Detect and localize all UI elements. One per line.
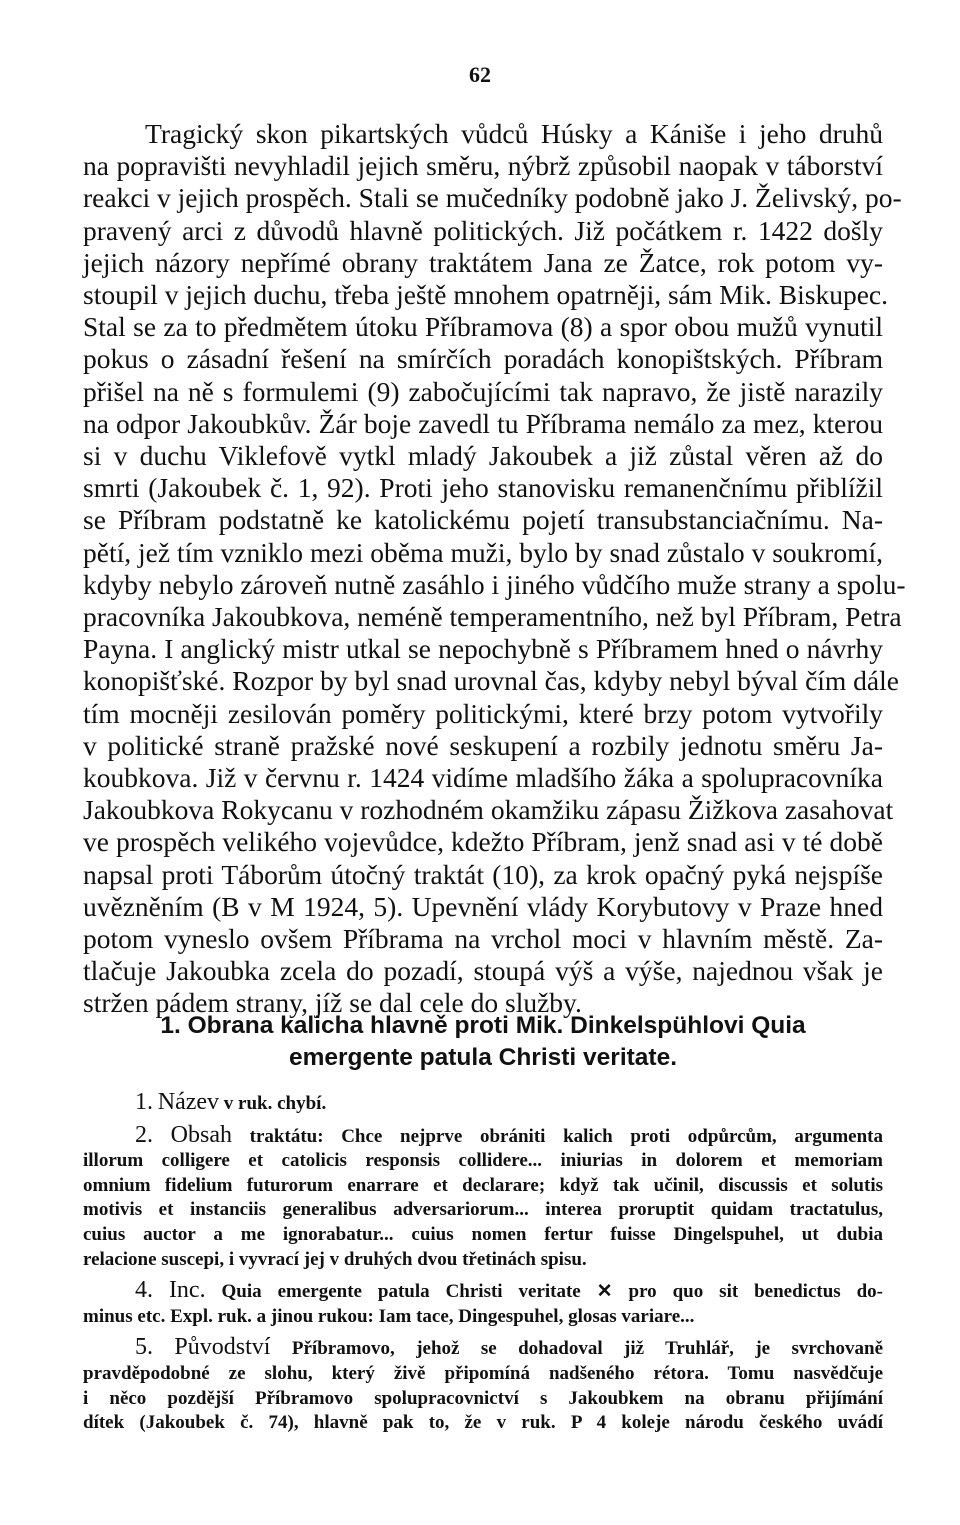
note-heading: Původství [174,1334,271,1361]
note-line: cuius auctor a me ignorabatur... cuius nomen fertur fuisse Dingelspuhel, ut dubia [83,1223,883,1245]
paragraph-line: napsal proti Táborům útočný traktát (10), za krok opačný pyká nejspíše [83,858,883,890]
note-text: traktátu: Chce nejprve obrániti kalich proti odpůrcům, argumenta [249,1125,884,1147]
notes-section [83,1090,883,1442]
note-line: pravděpodobné ze slohu, který živě připomíná nadšeného rétora. Tomu nasvědčuje [83,1362,883,1384]
note-authorship [83,1335,883,1435]
paragraph-line: kdyby nebylo zároveň nutně zasáhlo i jiného vůdčího muže strany a spolu- [83,568,906,600]
note-heading: Název [157,1089,220,1115]
paragraph-line: v politické straně pražské nové seskupení a rozbily jednotu směru Ja- [83,729,883,761]
paragraph-line: přišel na ně s formulemi (9) zabočujícími tak napravo, že jistě narazily [83,375,883,407]
paragraph-line: si v duchu Viklefově vytkl mladý Jakoubek a již zůstal věren až do [83,440,883,472]
paragraph-line: reakci v jejich prospěch. Stali se mučedníky podobně jako J. Želivský, po- [83,182,902,214]
paragraph-line: stoupil v jejich duchu, třeba ještě mnohem opatrněji, sám Mik. Biskupec. [83,279,888,311]
paragraph-line: Tragický skon pikartských vůdců Húsky a Kániše i jeho druhů [145,118,883,149]
paragraph-line: pokus o zásadní řešení na smírčích poradách konopištských. Příbram [83,343,883,375]
note-line: minus etc. Expl. ruk. a jinou rukou: Iam tace, Dingespuhel, glosas variare... [83,1305,695,1327]
note-content [83,1123,883,1273]
note-number: 2. [135,1121,153,1148]
paragraph-line: smrti (Jakoubek č. 1, 92). Proti jeho stanovisku remanenčnímu přiblížil [83,472,883,504]
note-number: 5. [135,1334,153,1361]
note-line [83,1090,883,1117]
section-heading [83,1010,883,1074]
note-line: relacione suscepi, i vyvrací jej v druhých dvou třetinách spisu. [83,1248,587,1270]
paragraph-line: na odpor Jakoubkův. Žár boje zavedl tu Příbrama nemálo za mez, kterou [83,407,883,439]
paragraph-line: pracovníka Jakoubkova, neméně temperamentního, než byl Příbram, Petra [83,601,902,633]
paragraph-line: uvězněním (B v M 1924, 5). Upevnění vlády Korybutovy v Praze hned [83,890,883,922]
note-line: illorum colligere et catolicis responsis collidere... iniurias in dolorem et memoriam [83,1150,883,1172]
note-heading: Inc. [168,1277,206,1304]
paragraph-line: Jakoubkova Rokycanu v rozhodném okamžiku zápasu Žižkova zasahovat [83,794,894,826]
note-line: motivis et instanciis generalibus adversariorum... interea proruptit quidam tractatulus, [83,1199,883,1221]
paragraph-line: koubkova. Již v červnu r. 1424 vidíme mladšího žáka a spolupracovníka [83,762,883,794]
note-line [83,1335,883,1362]
paragraph-line: konopišťské. Rozpor by byl snad urovnal čas, kdyby nebyl býval čím dále [83,665,899,697]
note-incipit [83,1278,883,1329]
note-line: omnium fidelium futurorum enarrare et declarare; když tak učinil, discussis et solutis [83,1174,883,1196]
note-heading: Obsah [170,1121,232,1148]
paragraph-line: pravený arci z důvodů hlavně politických. Již počátkem r. 1422 došly [83,214,883,246]
paragraph-line: tím mocněji zesilován poměry politickými, které brzy potom vytvořily [83,697,883,729]
paragraph-line: na popravišti nevyhladil jejich směru, nýbrž způsobil naopak v táborství [83,150,883,182]
note-text: Příbramovo, jehož se dohadoval již Truhlář, je svrchovaně [291,1338,883,1360]
note-line: dítek (Jakoubek č. 74), hlavně pak to, že v ruk. P 4 koleje národu českého uvádí [83,1412,883,1434]
section-heading-line: 1. Obrana kalicha hlavně proti Mik. Dinkelspühlovi Quia [160,1012,806,1039]
note-title [83,1090,883,1117]
note-text: Quia emergente patula Christi veritate ✕ pro quo sit benedictus do- [221,1281,884,1303]
page-number: 62 [469,62,491,87]
paragraph-line: stržen pádem strany, jíž se dal cele do služby. [83,987,582,1019]
paragraph-line: ve prospěch velikého vojevůdce, kdežto Příbram, jenž snad asi v té době [83,826,883,858]
note-line [83,1278,883,1305]
paragraph-line: Stal se za to předmětem útoku Příbramova (8) a spor obou mužů vynutil [83,311,883,343]
note-number: 1. [135,1089,153,1115]
note-line [83,1123,883,1150]
paragraph-line: tlačuje Jakoubka zcela do pozadí, stoupá výš a výše, najednou však je [83,955,883,987]
main-paragraph [83,118,906,1020]
paragraph-line: Payna. I anglický mistr utkal se nepochybně s Příbramem hned o návrhy [83,633,883,665]
paragraph-line: potom vyneslo ovšem Příbrama na vrchol moci v hlavním městě. Za- [83,923,883,955]
note-line: i něco pozdější Příbramovo spolupracovnictví s Jakoubkem na obranu přijímání [83,1387,883,1409]
note-text: v ruk. chybí. [223,1093,327,1114]
note-number: 4. [135,1277,153,1304]
paragraph-line: jejich názory nepřímé obrany traktátem Jana ze Žatce, rok potom vy- [83,246,883,278]
paragraph-line: pětí, jež tím vzniklo mezi oběma muži, bylo by snad zůstalo v soukromí, [83,536,883,568]
paragraph-line: se Příbram podstatně ke katolickému pojetí transubstanciačnímu. Na- [83,504,883,536]
section-heading-line: emergente patula Christi veritate. [288,1044,678,1071]
